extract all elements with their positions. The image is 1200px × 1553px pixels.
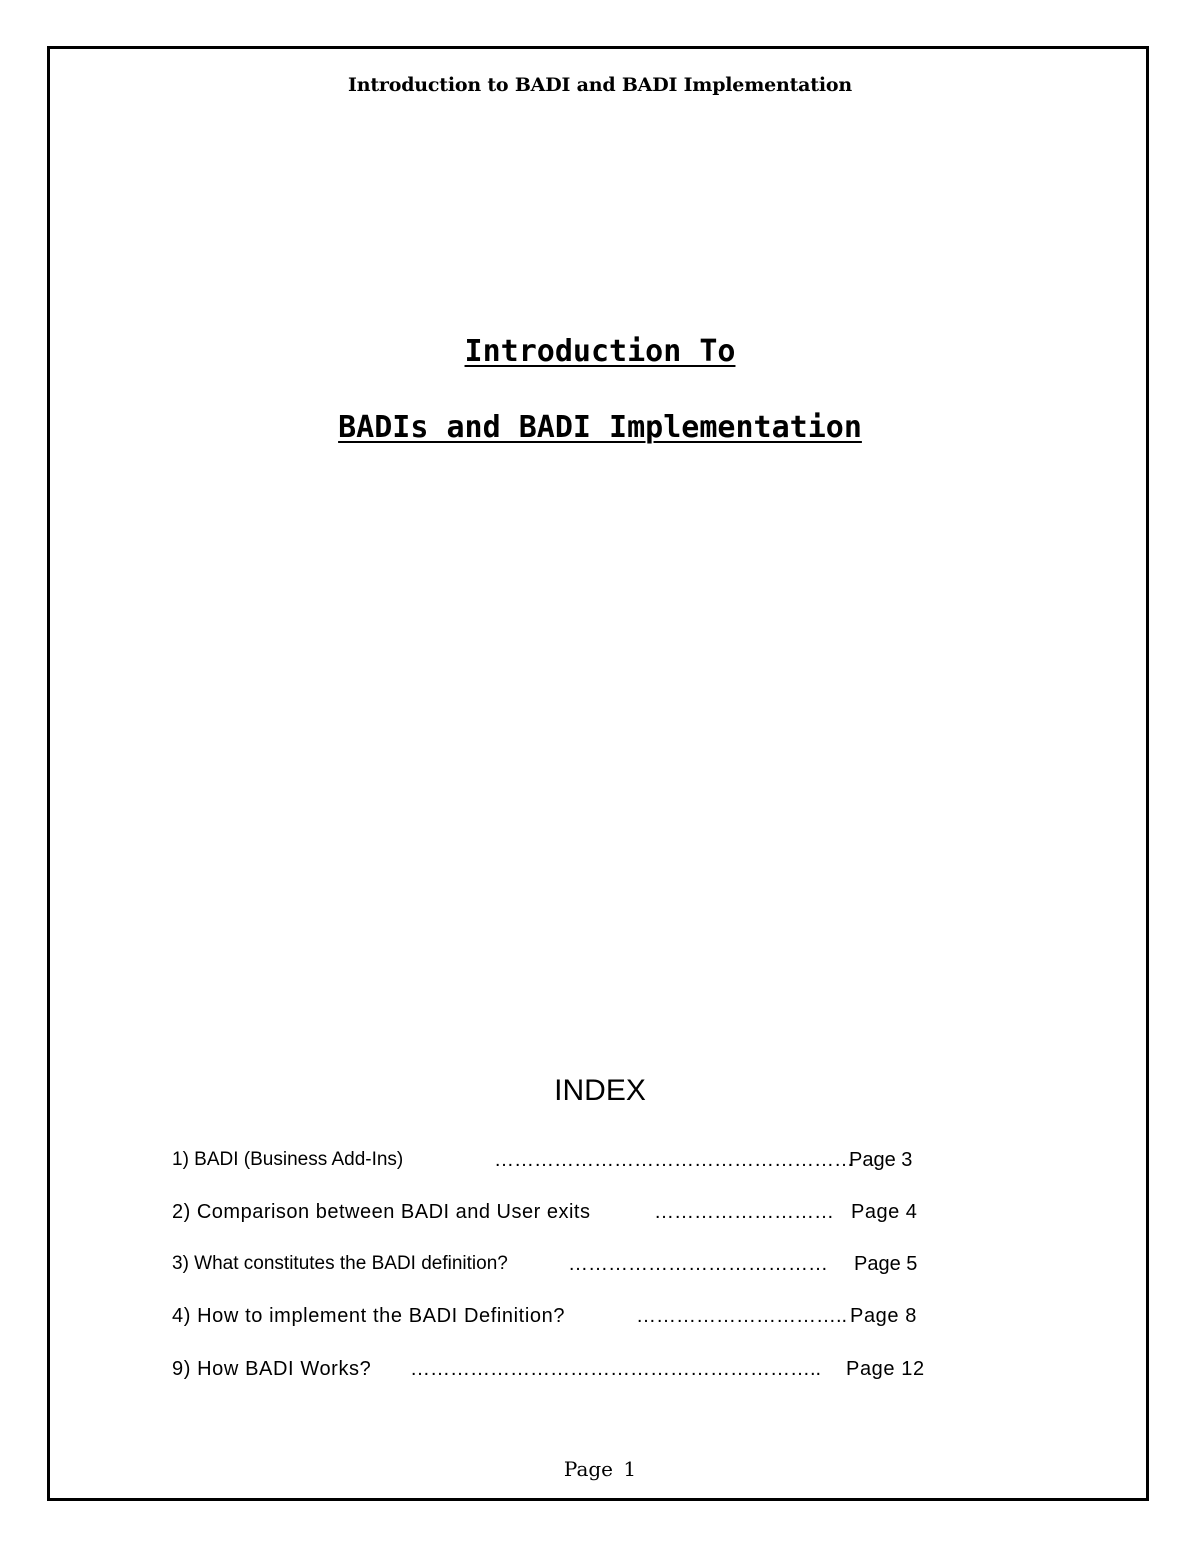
toc-entry-label: 3) What constitutes the BADI definition? — [172, 1253, 508, 1274]
index-heading: INDEX — [554, 1074, 646, 1107]
toc-entry-page: Page 5 — [854, 1253, 918, 1275]
toc-entry-page: Page 12 — [846, 1358, 925, 1380]
toc-entry-leader: …………………………………………………….. — [410, 1358, 822, 1380]
toc-entry-leader: ……………………………………………… — [494, 1149, 854, 1171]
toc-entry-page: Page 8 — [850, 1305, 917, 1327]
toc-entry-page: Page 4 — [851, 1201, 918, 1223]
page-number-footer: Page 1 — [563, 1457, 637, 1481]
toc-entry-label: 9) How BADI Works? — [172, 1358, 372, 1380]
toc-entry-leader: ……………………… — [654, 1201, 834, 1223]
document-title-line-1: Introduction To — [464, 334, 736, 369]
running-header: Introduction to BADI and BADI Implementation — [348, 74, 852, 96]
page-border — [47, 46, 1149, 1501]
toc-entry-leader: ………………………………… — [568, 1253, 828, 1275]
document-title-line-2: BADIs and BADI Implementation — [338, 410, 862, 445]
toc-entry-label: 4) How to implement the BADI Definition? — [172, 1305, 566, 1327]
toc-entry-label: 2) Comparison between BADI and User exits — [172, 1201, 591, 1223]
toc-entry-page: Page 3 — [849, 1149, 913, 1171]
toc-entry-label: 1) BADI (Business Add-Ins) — [172, 1149, 404, 1170]
toc-entry-leader: ………………………….. — [636, 1305, 848, 1327]
